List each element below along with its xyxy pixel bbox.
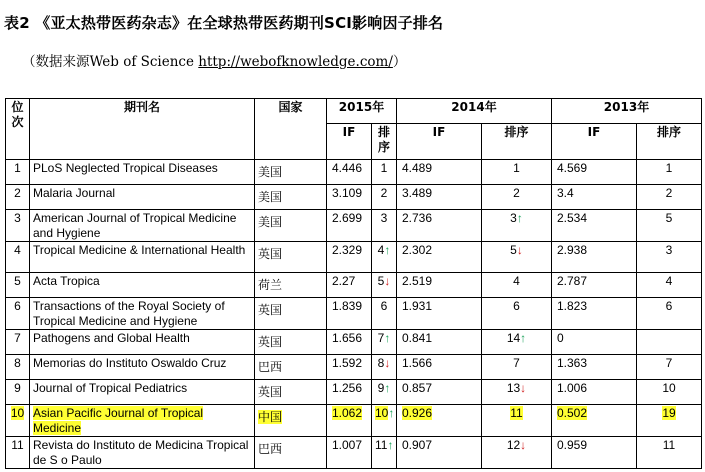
cell-order-2015 bbox=[372, 298, 397, 330]
cell-order-2014 bbox=[482, 242, 552, 273]
cell-country-value: 英国 bbox=[258, 385, 283, 399]
cell-order-2014-value: 3 bbox=[510, 211, 517, 225]
arrow-down-icon: ↓ bbox=[384, 274, 391, 288]
cell-order-2015 bbox=[372, 160, 397, 185]
cell-if-2014-value: 2.519 bbox=[402, 274, 433, 288]
cell-order-2014 bbox=[482, 380, 552, 405]
cell-order-2013-value: 19 bbox=[662, 406, 676, 420]
cell-if-2014 bbox=[397, 210, 482, 242]
cell-order-2014-value: 1 bbox=[513, 161, 520, 175]
header-if-2015: IF bbox=[327, 124, 372, 160]
table-row bbox=[6, 405, 702, 437]
cell-country bbox=[255, 160, 327, 185]
cell-country-value: 英国 bbox=[258, 303, 283, 317]
cell-journal bbox=[30, 210, 255, 242]
cell-if-2013-value: 1.006 bbox=[557, 381, 588, 395]
arrow-up-icon: ↑ bbox=[388, 406, 395, 420]
cell-country bbox=[255, 380, 327, 405]
cell-rank-value: 3 bbox=[14, 211, 21, 225]
cell-country-value: 巴西 bbox=[258, 442, 283, 456]
cell-order-2014-value: 6 bbox=[513, 299, 520, 313]
cell-order-2015 bbox=[372, 405, 397, 437]
cell-rank bbox=[6, 210, 30, 242]
arrow-up-icon: ↑ bbox=[520, 331, 527, 345]
impact-factor-table bbox=[5, 98, 702, 469]
cell-order-2014-value: 14 bbox=[506, 331, 521, 345]
cell-rank bbox=[6, 242, 30, 273]
cell-order-2013-value: 11 bbox=[662, 438, 676, 452]
cell-if-2014-value: 2.302 bbox=[402, 243, 433, 257]
cell-order-2014 bbox=[482, 210, 552, 242]
cell-if-2015 bbox=[327, 298, 372, 330]
cell-country bbox=[255, 330, 327, 355]
cell-if-2013-value: 2.534 bbox=[557, 211, 588, 225]
cell-country bbox=[255, 210, 327, 242]
cell-order-2013 bbox=[637, 380, 702, 405]
header-year-2013: 2013年 bbox=[552, 99, 702, 124]
header-order-2015: 排序 bbox=[372, 124, 397, 160]
cell-if-2014-value: 4.489 bbox=[402, 161, 433, 175]
cell-country-value: 美国 bbox=[258, 190, 283, 204]
cell-rank bbox=[6, 298, 30, 330]
cell-rank bbox=[6, 160, 30, 185]
cell-order-2013-value: 6 bbox=[665, 299, 673, 313]
source-link[interactable]: http://webofknowledge.com/ bbox=[198, 54, 393, 70]
header-order-2013: 排序 bbox=[637, 124, 702, 160]
cell-if-2013 bbox=[552, 405, 637, 437]
cell-order-2013 bbox=[637, 298, 702, 330]
cell-if-2015 bbox=[327, 210, 372, 242]
cell-if-2014 bbox=[397, 242, 482, 273]
cell-if-2014-value: 2.736 bbox=[402, 211, 433, 225]
header-year-2014: 2014年 bbox=[397, 99, 552, 124]
cell-if-2015 bbox=[327, 160, 372, 185]
cell-journal-value: Asian Pacific Journal of Tropical Medicine bbox=[33, 406, 204, 435]
arrow-down-icon: ↓ bbox=[520, 438, 527, 452]
cell-journal bbox=[30, 330, 255, 355]
cell-order-2013-value: 1 bbox=[665, 161, 673, 175]
cell-if-2015-value: 2.27 bbox=[332, 274, 356, 288]
header-order-2014: 排序 bbox=[482, 124, 552, 160]
source-suffix: ） bbox=[392, 54, 407, 70]
cell-order-2015-value: 6 bbox=[380, 299, 388, 313]
cell-if-2015 bbox=[327, 185, 372, 210]
cell-country-value: 英国 bbox=[258, 335, 283, 349]
cell-if-2013-value: 1.363 bbox=[557, 356, 588, 370]
cell-rank bbox=[6, 437, 30, 469]
cell-if-2014 bbox=[397, 160, 482, 185]
cell-if-2014 bbox=[397, 185, 482, 210]
cell-if-2014-value: 1.931 bbox=[402, 299, 433, 313]
cell-if-2013-value: 1.823 bbox=[557, 299, 588, 313]
cell-rank-value: 5 bbox=[14, 274, 21, 288]
header-year-2015: 2015年 bbox=[327, 99, 397, 124]
cell-if-2013 bbox=[552, 330, 637, 355]
cell-order-2014-value: 4 bbox=[513, 274, 520, 288]
cell-rank bbox=[6, 185, 30, 210]
cell-rank bbox=[6, 380, 30, 405]
cell-order-2015 bbox=[372, 273, 397, 298]
cell-if-2015-value: 2.699 bbox=[332, 211, 363, 225]
cell-journal bbox=[30, 437, 255, 469]
cell-order-2013-value: 7 bbox=[665, 356, 673, 370]
cell-order-2013 bbox=[637, 160, 702, 185]
cell-order-2014-value: 12 bbox=[506, 438, 521, 452]
cell-if-2015-value: 1.062 bbox=[332, 406, 363, 420]
cell-order-2013-value: 5 bbox=[665, 211, 673, 225]
cell-order-2013 bbox=[637, 273, 702, 298]
cell-order-2015 bbox=[372, 355, 397, 380]
cell-journal bbox=[30, 355, 255, 380]
arrow-up-icon: ↑ bbox=[387, 438, 394, 452]
cell-journal bbox=[30, 380, 255, 405]
source-prefix: （数据来源Web of Science bbox=[22, 54, 199, 70]
cell-order-2013-value: 4 bbox=[665, 274, 673, 288]
cell-if-2015-value: 3.109 bbox=[332, 186, 363, 200]
cell-order-2015 bbox=[372, 185, 397, 210]
cell-country bbox=[255, 298, 327, 330]
cell-order-2014 bbox=[482, 405, 552, 437]
cell-if-2015 bbox=[327, 273, 372, 298]
cell-order-2014-value: 7 bbox=[513, 356, 520, 370]
cell-if-2013-value: 3.4 bbox=[557, 186, 574, 200]
arrow-up-icon: ↑ bbox=[384, 381, 391, 395]
arrow-up-icon: ↑ bbox=[384, 243, 391, 257]
cell-if-2014 bbox=[397, 273, 482, 298]
cell-if-2013-value: 2.938 bbox=[557, 243, 588, 257]
cell-rank-value: 6 bbox=[14, 299, 21, 313]
cell-if-2013 bbox=[552, 437, 637, 469]
cell-if-2014 bbox=[397, 380, 482, 405]
cell-order-2015-value: 8 bbox=[377, 356, 385, 370]
cell-if-2014-value: 1.566 bbox=[402, 356, 433, 370]
cell-if-2014 bbox=[397, 405, 482, 437]
table-row bbox=[6, 242, 702, 273]
cell-order-2015 bbox=[372, 210, 397, 242]
cell-if-2014-value: 0.907 bbox=[402, 438, 433, 452]
cell-journal bbox=[30, 185, 255, 210]
cell-journal bbox=[30, 242, 255, 273]
cell-journal-value: Journal of Tropical Pediatrics bbox=[33, 381, 188, 395]
cell-if-2015-value: 1.256 bbox=[332, 381, 363, 395]
cell-order-2014-value: 13 bbox=[506, 381, 521, 395]
cell-if-2015 bbox=[327, 437, 372, 469]
cell-rank-value: 10 bbox=[10, 406, 25, 420]
cell-order-2015-value: 4 bbox=[377, 243, 385, 257]
arrow-up-icon: ↑ bbox=[516, 211, 523, 225]
cell-rank-value: 4 bbox=[14, 243, 21, 257]
cell-if-2013-value: 4.569 bbox=[557, 161, 588, 175]
cell-country-value: 中国 bbox=[258, 410, 283, 424]
cell-rank-value: 9 bbox=[14, 381, 21, 395]
table-row bbox=[6, 380, 702, 405]
cell-if-2014 bbox=[397, 355, 482, 380]
header-rank: 位次 bbox=[6, 99, 30, 160]
cell-journal-value: PLoS Neglected Tropical Diseases bbox=[33, 161, 218, 175]
cell-order-2015-value: 9 bbox=[377, 381, 385, 395]
cell-if-2015 bbox=[327, 405, 372, 437]
cell-if-2013-value: 0.959 bbox=[557, 438, 588, 452]
cell-country-value: 美国 bbox=[258, 215, 283, 229]
table-row bbox=[6, 330, 702, 355]
cell-order-2015-value: 3 bbox=[380, 211, 388, 225]
cell-country bbox=[255, 355, 327, 380]
table-row bbox=[6, 355, 702, 380]
table-row bbox=[6, 437, 702, 469]
cell-rank bbox=[6, 405, 30, 437]
cell-journal-value: American Journal of Tropical Medicine and Hygiene bbox=[33, 211, 237, 240]
cell-if-2015 bbox=[327, 242, 372, 273]
arrow-down-icon: ↓ bbox=[384, 356, 391, 370]
cell-journal bbox=[30, 273, 255, 298]
cell-if-2015-value: 1.839 bbox=[332, 299, 363, 313]
cell-if-2013 bbox=[552, 355, 637, 380]
data-source-note bbox=[22, 50, 406, 70]
cell-if-2014-value: 0.841 bbox=[402, 331, 433, 345]
cell-if-2013 bbox=[552, 242, 637, 273]
cell-rank-value: 8 bbox=[14, 356, 21, 370]
cell-order-2014 bbox=[482, 273, 552, 298]
cell-country bbox=[255, 273, 327, 298]
cell-order-2014-value: 5 bbox=[510, 243, 517, 257]
cell-order-2015 bbox=[372, 437, 397, 469]
cell-rank bbox=[6, 330, 30, 355]
table-row bbox=[6, 160, 702, 185]
header-if-2014: IF bbox=[397, 124, 482, 160]
cell-order-2015-value: 11 bbox=[375, 438, 388, 452]
cell-if-2013 bbox=[552, 210, 637, 242]
cell-journal-value: Pathogens and Global Health bbox=[33, 331, 190, 345]
arrow-down-icon: ↓ bbox=[520, 381, 527, 395]
header-if-2013: IF bbox=[552, 124, 637, 160]
cell-rank-value: 7 bbox=[14, 331, 21, 345]
cell-if-2015-value: 4.446 bbox=[332, 161, 363, 175]
cell-journal bbox=[30, 405, 255, 437]
cell-rank-value: 1 bbox=[14, 161, 21, 175]
table-caption: 表2 《亚太热带医药杂志》在全球热带医药期刊SCI影响因子排名 bbox=[4, 14, 444, 32]
cell-country-value: 荷兰 bbox=[258, 278, 283, 292]
cell-country bbox=[255, 405, 327, 437]
cell-if-2013-value: 2.787 bbox=[557, 274, 588, 288]
cell-order-2015 bbox=[372, 242, 397, 273]
cell-if-2014 bbox=[397, 330, 482, 355]
cell-if-2014 bbox=[397, 437, 482, 469]
cell-order-2014-value: 2 bbox=[513, 186, 520, 200]
cell-if-2014-value: 0.857 bbox=[402, 381, 433, 395]
cell-journal bbox=[30, 298, 255, 330]
cell-order-2014-value: 11 bbox=[510, 406, 523, 420]
table-row bbox=[6, 273, 702, 298]
cell-if-2015-value: 1.656 bbox=[332, 331, 363, 345]
table-row bbox=[6, 210, 702, 242]
cell-country bbox=[255, 185, 327, 210]
cell-country-value: 巴西 bbox=[258, 360, 283, 374]
cell-order-2015-value: 5 bbox=[377, 274, 385, 288]
cell-order-2015 bbox=[372, 330, 397, 355]
cell-country-value: 英国 bbox=[258, 247, 283, 261]
cell-order-2014 bbox=[482, 330, 552, 355]
cell-if-2013 bbox=[552, 380, 637, 405]
cell-order-2013 bbox=[637, 405, 702, 437]
cell-country-value: 美国 bbox=[258, 165, 283, 179]
cell-country bbox=[255, 242, 327, 273]
cell-if-2013 bbox=[552, 160, 637, 185]
arrow-down-icon: ↓ bbox=[516, 243, 523, 257]
cell-if-2015 bbox=[327, 330, 372, 355]
cell-journal-value: Malaria Journal bbox=[33, 186, 116, 200]
cell-order-2013 bbox=[637, 330, 702, 355]
cell-country bbox=[255, 437, 327, 469]
cell-order-2015-value: 7 bbox=[377, 331, 385, 345]
cell-journal-value: Acta Tropica bbox=[33, 274, 100, 288]
cell-if-2014-value: 3.489 bbox=[402, 186, 433, 200]
cell-if-2013-value: 0 bbox=[557, 331, 564, 345]
cell-if-2013 bbox=[552, 273, 637, 298]
cell-order-2014 bbox=[482, 298, 552, 330]
cell-journal bbox=[30, 160, 255, 185]
table-row bbox=[6, 185, 702, 210]
table-body bbox=[6, 160, 702, 469]
table-row bbox=[6, 298, 702, 330]
cell-rank-value: 2 bbox=[14, 186, 21, 200]
cell-if-2015 bbox=[327, 355, 372, 380]
cell-if-2013 bbox=[552, 185, 637, 210]
cell-if-2015-value: 1.007 bbox=[332, 438, 363, 452]
cell-if-2015 bbox=[327, 380, 372, 405]
cell-rank-value: 11 bbox=[11, 438, 24, 452]
cell-if-2013-value: 0.502 bbox=[557, 406, 588, 420]
header-country: 国家 bbox=[255, 99, 327, 160]
cell-order-2015-value: 1 bbox=[380, 161, 388, 175]
cell-order-2013-value: 10 bbox=[662, 381, 676, 395]
cell-if-2014-value: 0.926 bbox=[402, 406, 433, 420]
cell-if-2013 bbox=[552, 298, 637, 330]
cell-order-2015-value: 10 bbox=[375, 406, 389, 420]
cell-order-2014 bbox=[482, 185, 552, 210]
cell-journal-value: Transactions of the Royal Society of Tropical Medicine and Hygiene bbox=[33, 299, 225, 328]
cell-rank bbox=[6, 355, 30, 380]
cell-order-2015-value: 2 bbox=[380, 186, 388, 200]
cell-if-2015-value: 2.329 bbox=[332, 243, 363, 257]
cell-order-2013 bbox=[637, 355, 702, 380]
cell-if-2014 bbox=[397, 298, 482, 330]
cell-order-2013 bbox=[637, 437, 702, 469]
cell-order-2015 bbox=[372, 380, 397, 405]
cell-order-2014 bbox=[482, 437, 552, 469]
cell-order-2013 bbox=[637, 242, 702, 273]
cell-order-2014 bbox=[482, 160, 552, 185]
cell-rank bbox=[6, 273, 30, 298]
cell-order-2013-value: 2 bbox=[665, 186, 673, 200]
cell-order-2013-value: 3 bbox=[665, 243, 673, 257]
arrow-up-icon: ↑ bbox=[384, 331, 391, 345]
cell-if-2015-value: 1.592 bbox=[332, 356, 363, 370]
header-journal: 期刊名 bbox=[30, 99, 255, 160]
cell-journal-value: Memorias do Instituto Oswaldo Cruz bbox=[33, 356, 227, 370]
cell-journal-value: Tropical Medicine & International Health bbox=[33, 243, 246, 257]
cell-order-2013 bbox=[637, 210, 702, 242]
cell-journal-value: Revista do Instituto de Medicina Tropical de S o Paulo bbox=[33, 438, 249, 467]
cell-order-2013 bbox=[637, 185, 702, 210]
cell-order-2014 bbox=[482, 355, 552, 380]
